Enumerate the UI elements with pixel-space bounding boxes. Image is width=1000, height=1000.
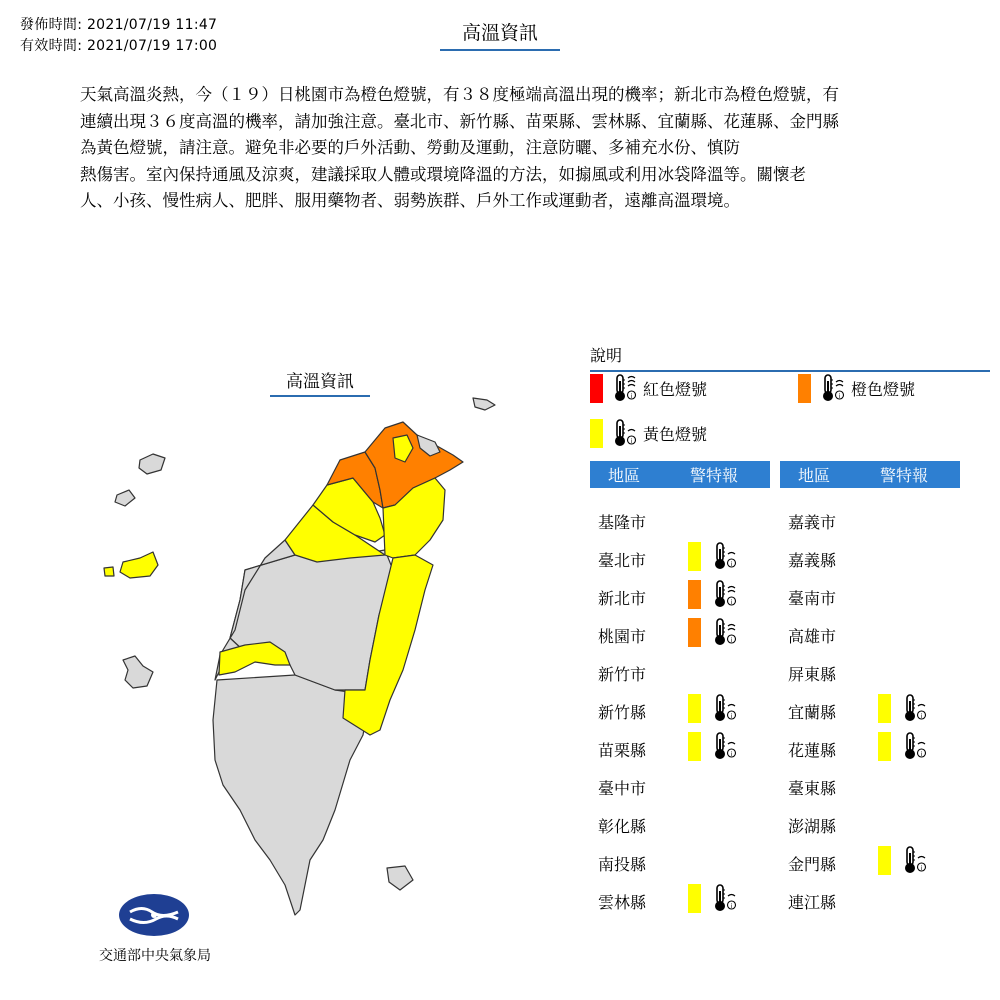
region-name: 臺北市 <box>598 551 647 570</box>
thermometer-icon <box>609 373 639 403</box>
island-kinmen-north <box>139 454 165 474</box>
yellow-swatch <box>688 542 701 571</box>
svg-text:i: i <box>730 713 733 720</box>
col-warning: 警特報 <box>690 466 739 485</box>
thermometer-icon <box>899 693 929 723</box>
red-swatch <box>590 374 603 403</box>
svg-text:i: i <box>920 751 923 758</box>
region-name: 新竹市 <box>598 665 647 684</box>
region-name: 屏東縣 <box>788 665 837 684</box>
region-name: 桃園市 <box>598 627 647 646</box>
island-kinmen-lieyu <box>104 567 114 576</box>
svg-text:i: i <box>630 438 633 445</box>
thermometer-icon <box>817 373 847 403</box>
warning-indicator <box>688 731 739 761</box>
yellow-swatch <box>688 694 701 723</box>
map-title: 高溫資訊 <box>270 367 370 397</box>
warning-description <box>80 82 920 215</box>
region-name: 花蓮縣 <box>788 741 837 760</box>
thermometer-icon <box>709 883 739 913</box>
orange-swatch <box>688 618 701 647</box>
col-region: 地區 <box>798 466 831 485</box>
thermometer-icon <box>709 541 739 571</box>
island-kinmen <box>120 552 158 578</box>
thermometer-icon <box>899 731 929 761</box>
legend-title: 說明 <box>590 343 990 372</box>
warning-indicator <box>878 845 929 875</box>
region-name: 嘉義縣 <box>788 551 837 570</box>
taiwan-warning-map <box>95 390 505 930</box>
region-name: 臺中市 <box>598 779 647 798</box>
thermometer-icon <box>609 418 639 448</box>
region-name: 澎湖縣 <box>788 817 837 836</box>
island-penghu <box>123 656 153 688</box>
agency-name: 交通部中央氣象局 <box>99 948 211 964</box>
warning-indicator <box>688 883 739 913</box>
table-header-right <box>780 461 960 488</box>
valid-time: 有效時間: 2021/07/19 17:00 <box>20 38 218 54</box>
island-kinmen-small <box>115 490 135 506</box>
legend-label: 紅色燈號 <box>643 379 708 399</box>
warning-indicator <box>878 693 929 723</box>
region-name: 連江縣 <box>788 893 837 912</box>
description-line: 人、小孩、慢性病人、肥胖、服用藥物者、弱勢族群、戶外工作或運動者，遠離高溫環境。 <box>80 191 740 210</box>
description-line: 熱傷害。室內保持通風及涼爽，建議採取人體或環境降溫的方法，如搧風或利用冰袋降溫等。關懷老 <box>80 164 806 184</box>
thermometer-icon <box>899 845 929 875</box>
region-name: 臺南市 <box>788 589 837 608</box>
svg-text:i: i <box>730 637 733 644</box>
thermometer-icon <box>709 693 739 723</box>
region-name: 雲林縣 <box>598 893 647 912</box>
table-header-left <box>590 461 770 488</box>
region-name: 金門縣 <box>788 855 837 874</box>
svg-text:i: i <box>730 599 733 606</box>
svg-text:i: i <box>838 393 841 400</box>
region-name: 苗栗縣 <box>598 741 647 760</box>
orange-swatch <box>798 374 811 403</box>
legend-label: 黃色燈號 <box>643 424 708 444</box>
region-name: 高雄市 <box>788 627 837 646</box>
yellow-swatch <box>590 419 603 448</box>
yellow-swatch <box>878 694 891 723</box>
legend-item-yellow <box>590 418 707 448</box>
region-name: 新竹縣 <box>598 703 647 722</box>
svg-text:i: i <box>630 393 633 400</box>
region-name: 宜蘭縣 <box>788 703 837 722</box>
region-name: 嘉義市 <box>788 513 837 532</box>
warning-indicator <box>688 617 739 647</box>
yellow-swatch <box>688 732 701 761</box>
region-name: 臺東縣 <box>788 779 837 798</box>
region-name: 南投縣 <box>598 855 647 874</box>
island-matsu <box>473 398 495 410</box>
warning-indicator <box>878 731 929 761</box>
region-name: 基隆市 <box>598 513 647 532</box>
thermometer-icon <box>709 731 739 761</box>
description-line: 連續出現３６度高溫的機率，請加強注意。臺北市、新竹縣、苗栗縣、雲林縣、宜蘭縣、花蓮縣、金門縣 <box>80 111 839 131</box>
yellow-swatch <box>878 732 891 761</box>
issue-time: 發佈時間: 2021/07/19 11:47 <box>20 17 218 33</box>
yellow-swatch <box>878 846 891 875</box>
region-name: 新北市 <box>598 589 647 608</box>
svg-text:i: i <box>730 751 733 758</box>
warning-indicator <box>688 541 739 571</box>
warning-indicator <box>688 693 739 723</box>
region-name: 彰化縣 <box>598 817 647 836</box>
page-title: 高溫資訊 <box>440 18 560 51</box>
legend-label: 橙色燈號 <box>851 379 916 399</box>
cwb-logo <box>118 893 190 937</box>
thermometer-icon <box>709 579 739 609</box>
description-line: 天氣高溫炎熱，今（１９）日桃園市為橙色燈號，有３８度極端高溫出現的機率；新北市為橙色燈號，有 <box>80 85 839 104</box>
orange-swatch <box>688 580 701 609</box>
svg-text:i: i <box>920 713 923 720</box>
svg-text:i: i <box>730 903 733 910</box>
svg-text:i: i <box>920 865 923 872</box>
warning-indicator <box>688 579 739 609</box>
island-lanyu <box>387 866 413 890</box>
legend-item-orange <box>798 373 915 403</box>
description-line: 為黃色燈號，請注意。避免非必要的戶外活動、勞動及運動，注意防曬、多補充水份、慎防 <box>80 138 740 157</box>
legend-item-red <box>590 373 707 403</box>
thermometer-icon <box>709 617 739 647</box>
yellow-swatch <box>688 884 701 913</box>
svg-text:i: i <box>730 561 733 568</box>
col-region: 地區 <box>608 466 641 485</box>
col-warning: 警特報 <box>880 466 929 485</box>
